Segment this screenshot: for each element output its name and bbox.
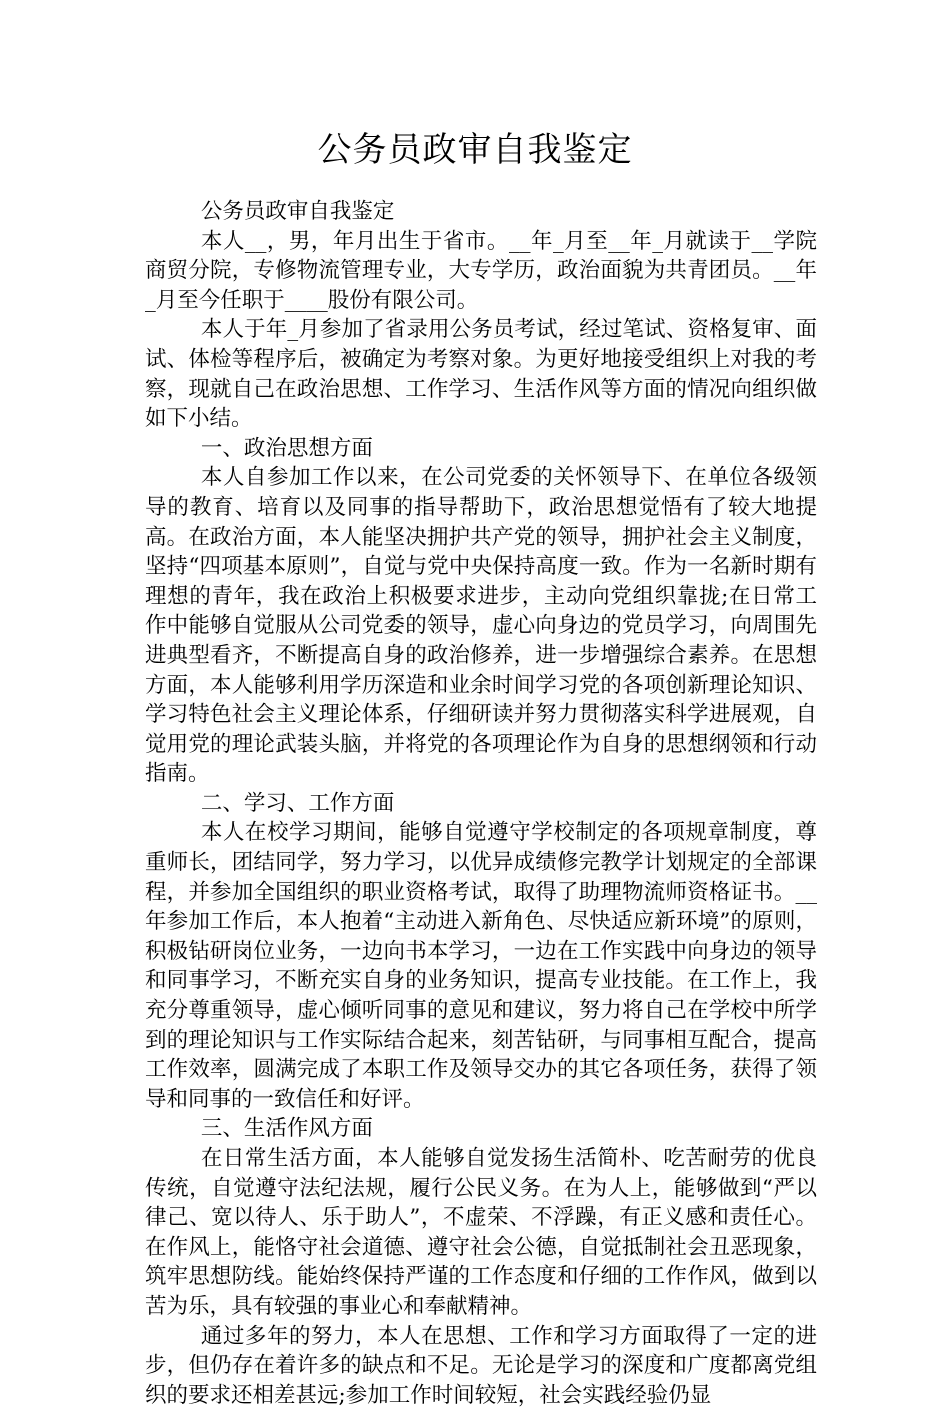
page-title: 公务员政审自我鉴定 (317, 130, 633, 170)
paragraph-lifestyle: 在日常生活方面，本人能够自觉发扬生活简朴、吃苦耐劳的优良传统，自觉遵守法纪法规，履行公民义务。在为人上，能够做到“严以律己、宽以待人、乐于助人”，不虚荣、不浮躁，有正义感和责任心。在作风上，能恪守社会道德、遵守社会公德，自觉抵制社会丑恶现象，筑牢思想防线。能始终保持严谨的工作态度和仔细的工作作风，做到以苦为乐，具有较强的事业心和奉献精神。 (145, 1146, 817, 1319)
paragraph-study-work: 本人在校学习期间，能够自觉遵守学校制定的各项规章制度，尊重师长，团结同学，努力学习，以优异成绩修完教学计划规定的全部课程，并参加全国组织的职业资格考试，取得了助理物流师资格证书。__年参加工作后，本人抱着“主动进入新角色、尽快适应新环境”的原则，积极钻研岗位业务，一边向书本学习，一边在工作实践中向身边的领导和同事学习，不断充实自身的业务知识，提高专业技能。在工作上，我充分尊重领导，虚心倾听同事的意见和建议，努力将自己在学校中所学到的理论知识与工作实际结合起来，刻苦钻研，与同事相互配合，提高工作效率，圆满完成了本职工作及领导交办的其它各项任务，获得了领导和同事的一致信任和好评。 (145, 820, 817, 1112)
section-heading-lifestyle: 三、生活作风方面 (200, 1116, 373, 1142)
paragraph-conclusion: 通过多年的努力，本人在思想、工作和学习方面取得了一定的进步，但仍存在着许多的缺点和不足。无论是学习的深度和广度都离党组织的要求还相差甚远;参加工作时间较短，社会实践经验仍显 (145, 1323, 817, 1408)
paragraph-subtitle: 公务员政审自我鉴定 (200, 199, 395, 224)
paragraph-intro: 本人__，男，年月出生于省市。__年_月至__年_月就读于__学院商贸分院，专修物流管理专业，大专学历，政治面貌为共青团员。__年_月至今任职于____股份有限公司。 (145, 228, 817, 313)
document-body (145, 197, 817, 1410)
paragraph-exam: 本人于年_月参加了省录用公务员考试，经过笔试、资格复审、面试、体检等程序后，被确定为考察对象。为更好地接受组织上对我的考察，现就自己在政治思想、工作学习、生活作风等方面的情况向组织做如下小结。 (145, 317, 817, 432)
section-heading-study-work: 二、学习、工作方面 (200, 790, 395, 816)
section-heading-political: 一、政治思想方面 (200, 435, 373, 461)
paragraph-political: 本人自参加工作以来，在公司党委的关怀领导下、在单位各级领导的教育、培育以及同事的指导帮助下，政治思想觉悟有了较大地提高。在政治方面，本人能坚决拥护共产党的领导，拥护社会主义制度，坚持“四项基本原则”，自觉与党中央保持高度一致。作为一名新时期有理想的青年，我在政治上积极要求进步，主动向党组织靠拢;在日常工作中能够自觉服从公司党委的领导，虚心向身边的党员学习，向周围先进典型看齐，不断提高自身的政治修养，进一步增强综合素养。在思想方面，本人能够利用学历深造和业余时间学习党的各项创新理论知识、学习特色社会主义理论体系，仔细研读并努力贯彻落实科学进展观，自觉用党的理论武装头脑，并将党的各项理论作为自身的思想纲领和行动指南。 (145, 465, 817, 787)
